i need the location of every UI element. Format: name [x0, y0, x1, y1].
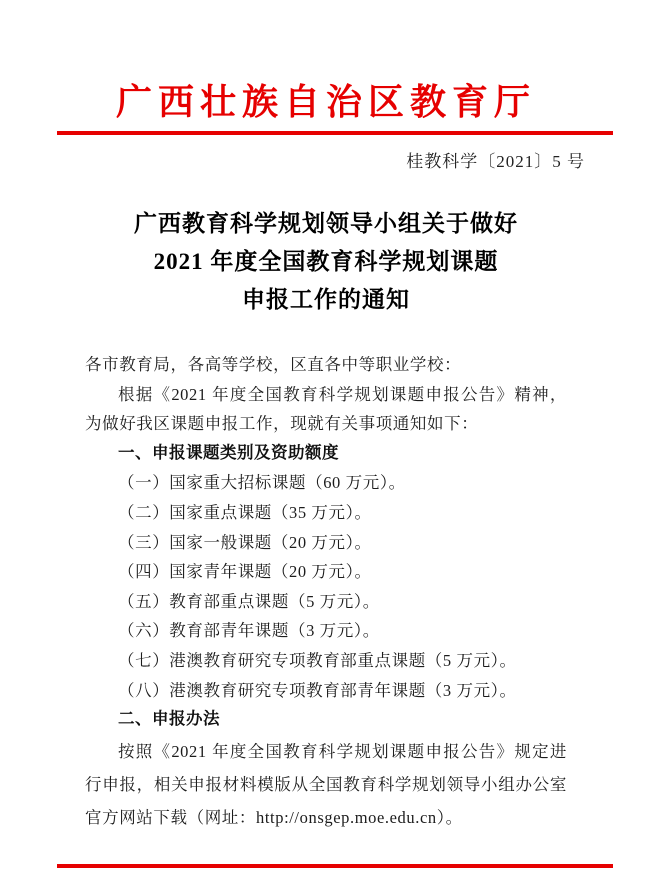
list-item: （六）教育部青年课题（3 万元）。: [118, 621, 380, 641]
list-item: （二）国家重点课题（35 万元）。: [118, 502, 372, 522]
intro-paragraph: 根据《2021 年度全国教育科学规划课题申报公告》精神，为做好我区课题申报工作，现就有关事项通知如下：: [85, 384, 567, 434]
document-title-line-3: 申报工作的通知: [242, 287, 410, 312]
document-number: 桂教科学〔2021〕5 号: [406, 152, 585, 171]
list-item: （四）国家青年课题（20 万元）。: [118, 562, 372, 582]
salutation: 各市教育局，各高等学校，区直各中等职业学校：: [85, 355, 462, 374]
document-body: [85, 350, 567, 834]
list-item: （一）国家重大招标课题（60 万元）。: [118, 473, 406, 493]
document-title: [0, 205, 652, 319]
list-item: （五）教育部重点课题（5 万元）。: [118, 591, 380, 611]
footer-divider: [57, 864, 613, 868]
letterhead-title: 广西壮族自治区教育厅: [115, 82, 536, 122]
list-item: （三）国家一般课题（20 万元）。: [118, 532, 372, 552]
list-item: （八）港澳教育研究专项教育部青年课题（3 万元）。: [118, 680, 517, 700]
section-2-paragraph: 按照《2021 年度全国教育科学规划课题申报公告》规定进行申报，相关申报材料模版从全国教育科学规划领导小组办公室官方网站下载（网址：http://onsgep.moe.edu.cn）。: [85, 741, 567, 827]
list-item: （七）港澳教育研究专项教育部重点课题（5 万元）。: [118, 650, 517, 670]
document-title-line-1: 广西教育科学规划领导小组关于做好: [134, 211, 518, 236]
section-2-heading: 二、申报办法: [118, 710, 220, 729]
section-1-heading: 一、申报课题类别及资助额度: [118, 443, 339, 462]
header-divider: [57, 131, 613, 135]
document-title-line-2: 2021 年度全国教育科学规划课题: [153, 249, 499, 274]
